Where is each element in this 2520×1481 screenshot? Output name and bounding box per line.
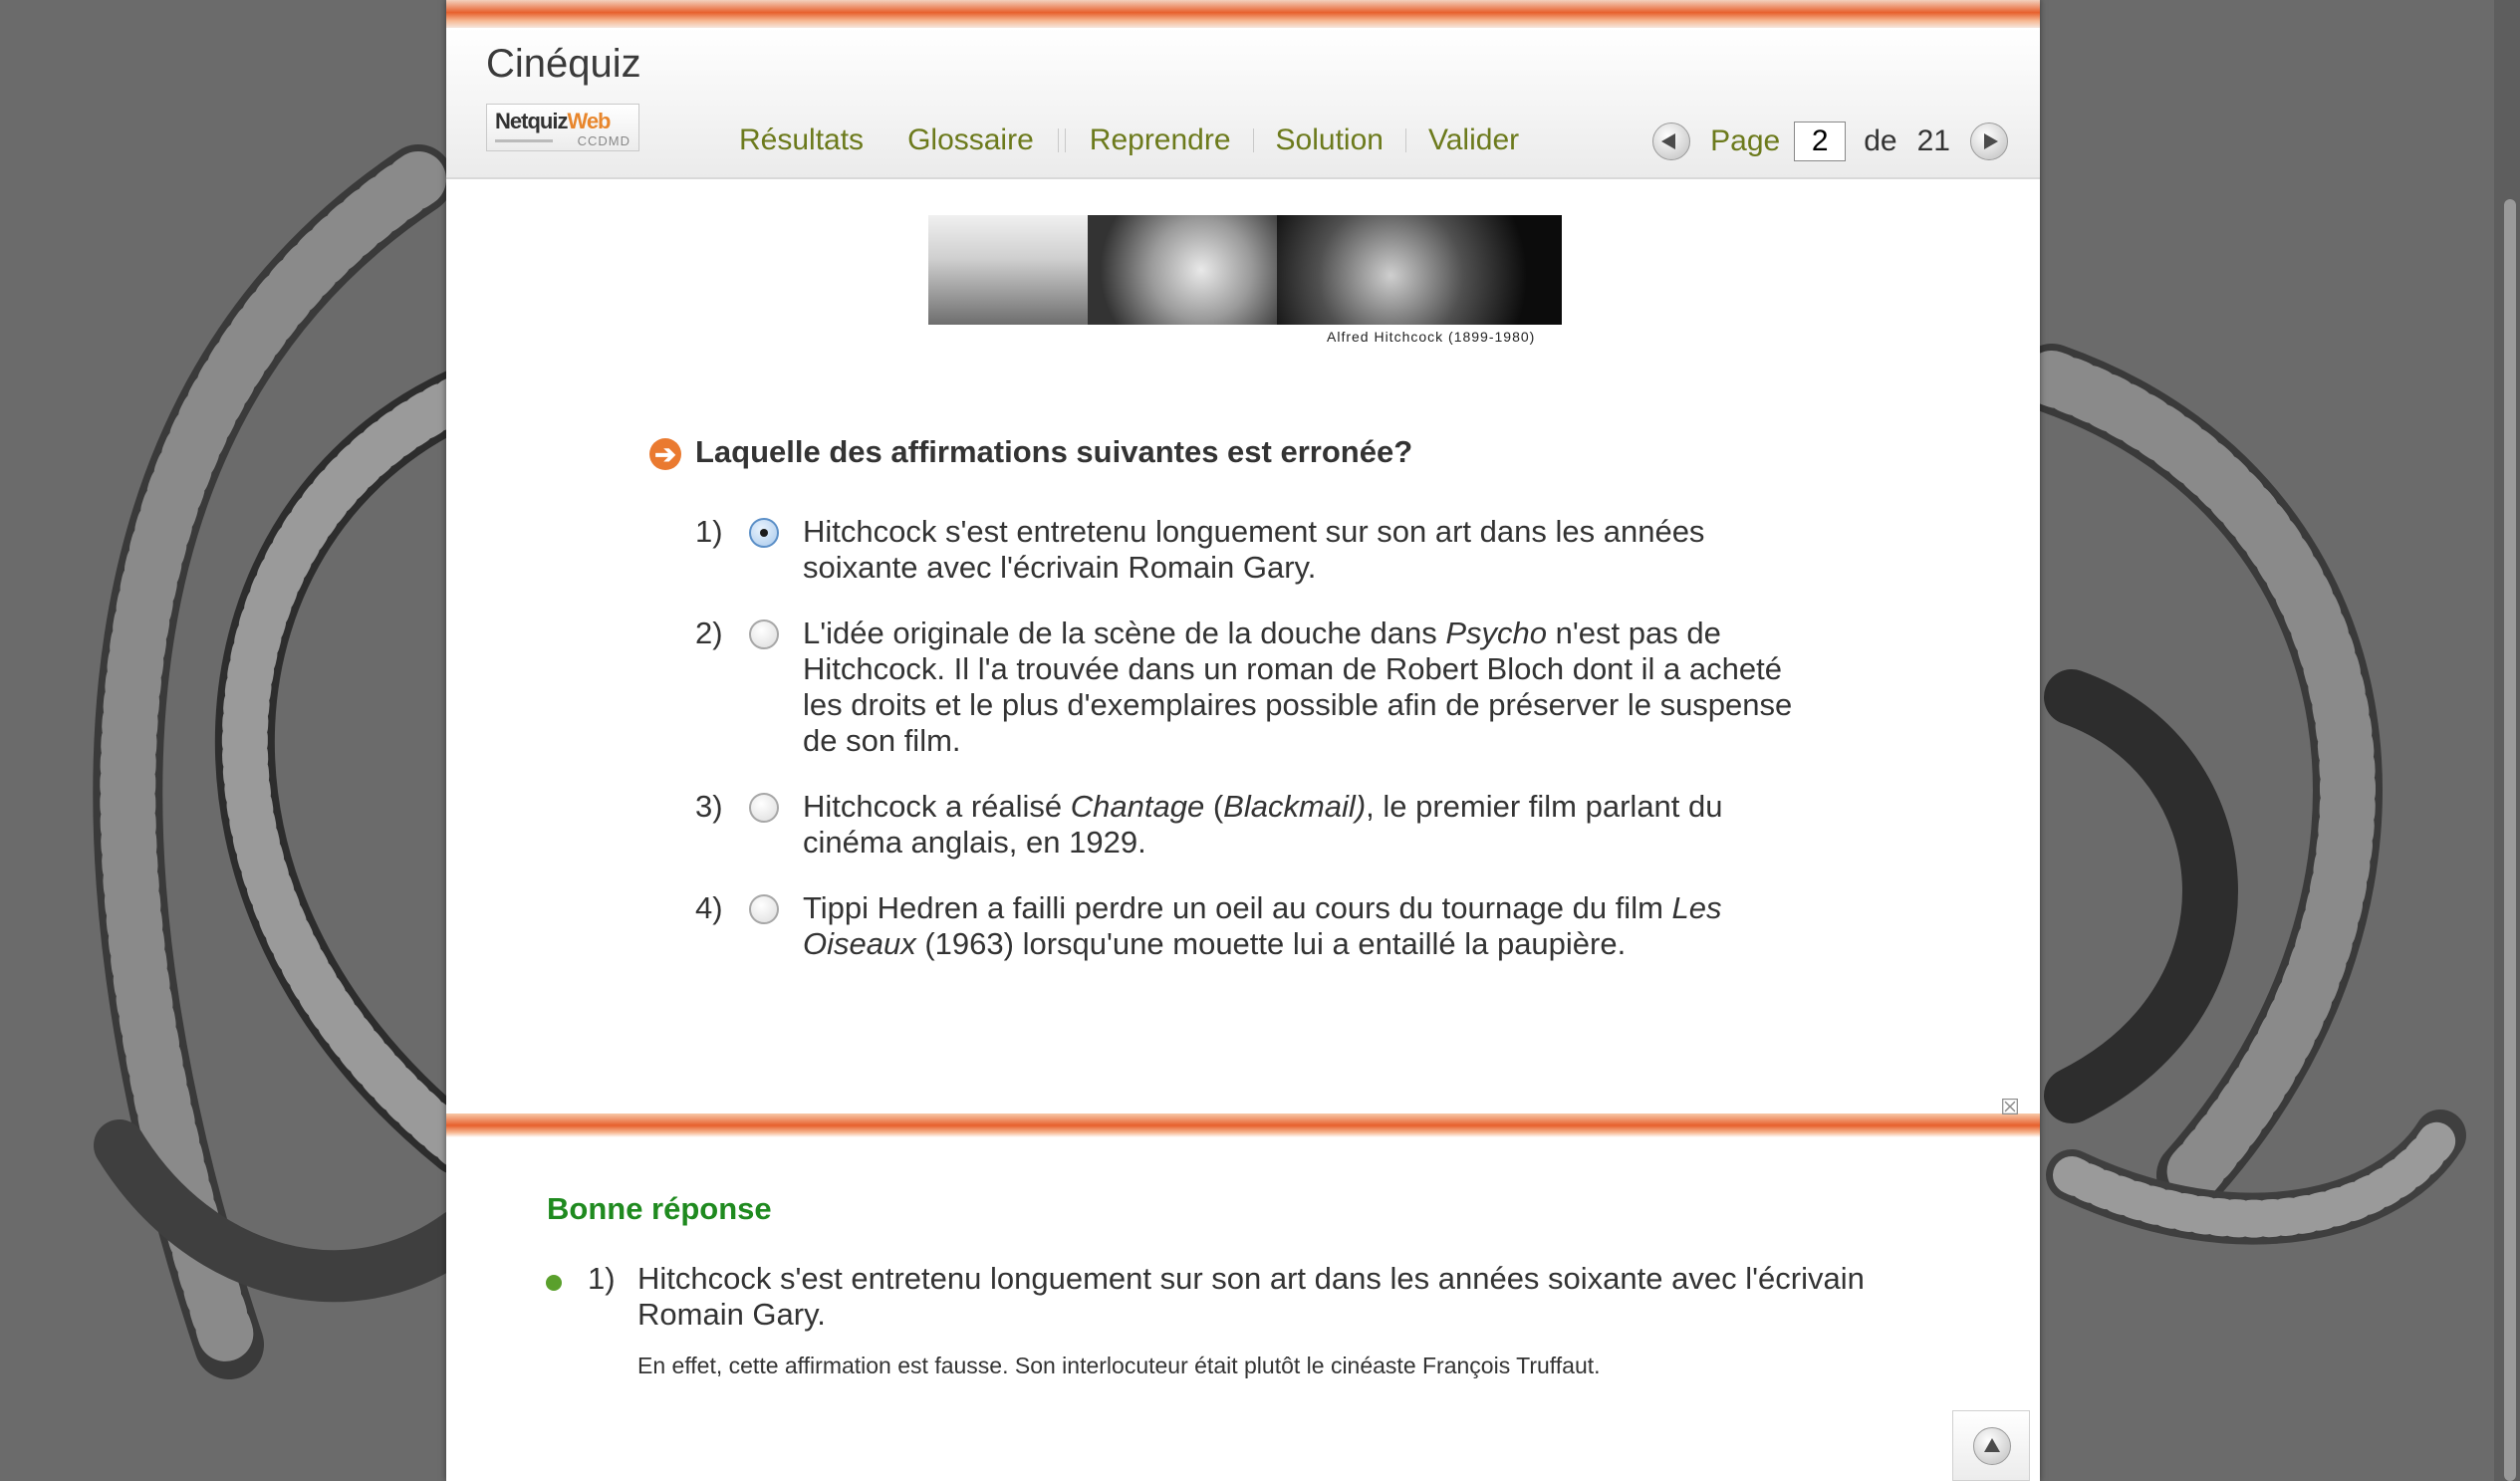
question-text: Laquelle des affirmations suivantes est erronée? xyxy=(695,434,1413,469)
option-text-part: Hitchcock a réalisé xyxy=(803,789,1071,824)
nav-restart[interactable]: Reprendre xyxy=(1089,123,1231,156)
feedback-answer-text: Hitchcock s'est entretenu longuement sur son art dans les années soixante avec l'écrivain Romain Gary. xyxy=(637,1261,1865,1332)
logo-suffix: Web xyxy=(567,109,611,133)
option-text-italic: Psycho xyxy=(1445,616,1548,650)
banner-photo-2 xyxy=(1088,215,1277,325)
option-text-part: , le premier film parlant du cinéma anglais, en 1929. xyxy=(803,789,1723,860)
page-label: Page xyxy=(1710,124,1781,157)
scrollbar-thumb[interactable] xyxy=(2504,199,2516,1481)
close-icon[interactable]: ☒ xyxy=(2000,1095,2020,1119)
nav-glossary[interactable]: Glossaire xyxy=(907,123,1034,156)
app-title: Cinéquiz xyxy=(486,42,641,86)
feedback-title: Bonne réponse xyxy=(547,1191,772,1226)
option-radio[interactable] xyxy=(749,793,779,823)
banner-photo-3 xyxy=(1277,215,1562,325)
banner-caption: Alfred Hitchcock (1899-1980) xyxy=(1327,329,1536,345)
option-text xyxy=(803,890,1799,962)
option-number: 2) xyxy=(695,616,723,650)
next-page-button[interactable] xyxy=(1970,123,2008,160)
bullet-icon xyxy=(546,1275,562,1291)
netquiz-logo xyxy=(486,104,639,151)
page-number-input[interactable] xyxy=(1794,122,1846,161)
arrow-right-icon xyxy=(1984,133,1998,149)
page-of-label: de xyxy=(1864,124,1897,157)
option-radio[interactable] xyxy=(749,894,779,924)
arrow-right-circle-icon: ➔ xyxy=(649,438,681,470)
hitchcock-banner-image xyxy=(928,215,1562,325)
option-text xyxy=(803,616,1799,759)
header xyxy=(446,28,2040,179)
option-text-part: L'idée originale de la scène de la douche dans xyxy=(803,616,1446,650)
option-number: 1) xyxy=(695,514,723,549)
arrow-up-icon xyxy=(1984,1438,2000,1452)
nav-validate[interactable]: Valider xyxy=(1427,123,1520,156)
page-scrollbar[interactable] xyxy=(2494,0,2520,1481)
option-text xyxy=(803,789,1799,861)
scroll-to-top-button[interactable] xyxy=(1952,1410,2030,1481)
option-text-italic: Les Oiseaux xyxy=(803,890,1722,961)
arrow-up-button-circle xyxy=(1973,1427,2011,1465)
pager xyxy=(1652,114,2008,169)
logo-line xyxy=(495,139,553,142)
feedback-explanation: En effet, cette affirmation est fausse. Son interlocuteur était plutôt le cinéaste François Truffaut. xyxy=(637,1353,1601,1378)
nav-solution[interactable]: Solution xyxy=(1275,123,1384,156)
option-text-part: n'est pas de Hitchcock. Il l'a trouvée dans un roman de Robert Bloch dont il a acheté les droits et le plus d'exemplaires possible afin de préserver le suspense de son film. xyxy=(803,616,1793,758)
option-text: Hitchcock s'est entretenu longuement sur son art dans les années soixante avec l'écrivain Romain Gary. xyxy=(803,514,1705,585)
option-text-part: Tippi Hedren a failli perdre un oeil au cours du tournage du film xyxy=(803,890,1672,925)
option-text-part: (1963) lorsqu'une mouette lui a entaillé la paupière. xyxy=(915,926,1627,961)
previous-page-button[interactable] xyxy=(1652,123,1690,160)
feedback-divider xyxy=(446,1084,2040,1143)
option-text-italic: Chantage xyxy=(1070,789,1205,824)
option-number: 4) xyxy=(695,890,723,925)
banner-photo-1 xyxy=(928,215,1088,325)
divider-line xyxy=(446,1113,2040,1137)
logo-name: Netquiz xyxy=(495,109,568,133)
option-radio[interactable] xyxy=(749,619,779,649)
nav-separator xyxy=(1058,128,1066,152)
option-radio[interactable] xyxy=(749,518,779,548)
page-total: 21 xyxy=(1916,124,1950,157)
feedback-panel xyxy=(446,1143,2040,1481)
feedback-answer-number: 1) xyxy=(588,1261,616,1296)
main-nav xyxy=(717,118,1541,163)
arrow-left-icon xyxy=(1661,133,1675,149)
logo-sub: CCDMD xyxy=(577,133,630,148)
option-text-part: ( xyxy=(1204,789,1224,824)
quiz-page xyxy=(446,0,2040,1481)
top-accent-bar xyxy=(446,0,2040,28)
option-text-italic: Blackmail) xyxy=(1223,789,1367,824)
nav-results[interactable]: Résultats xyxy=(739,123,865,156)
option-number: 3) xyxy=(695,789,723,824)
